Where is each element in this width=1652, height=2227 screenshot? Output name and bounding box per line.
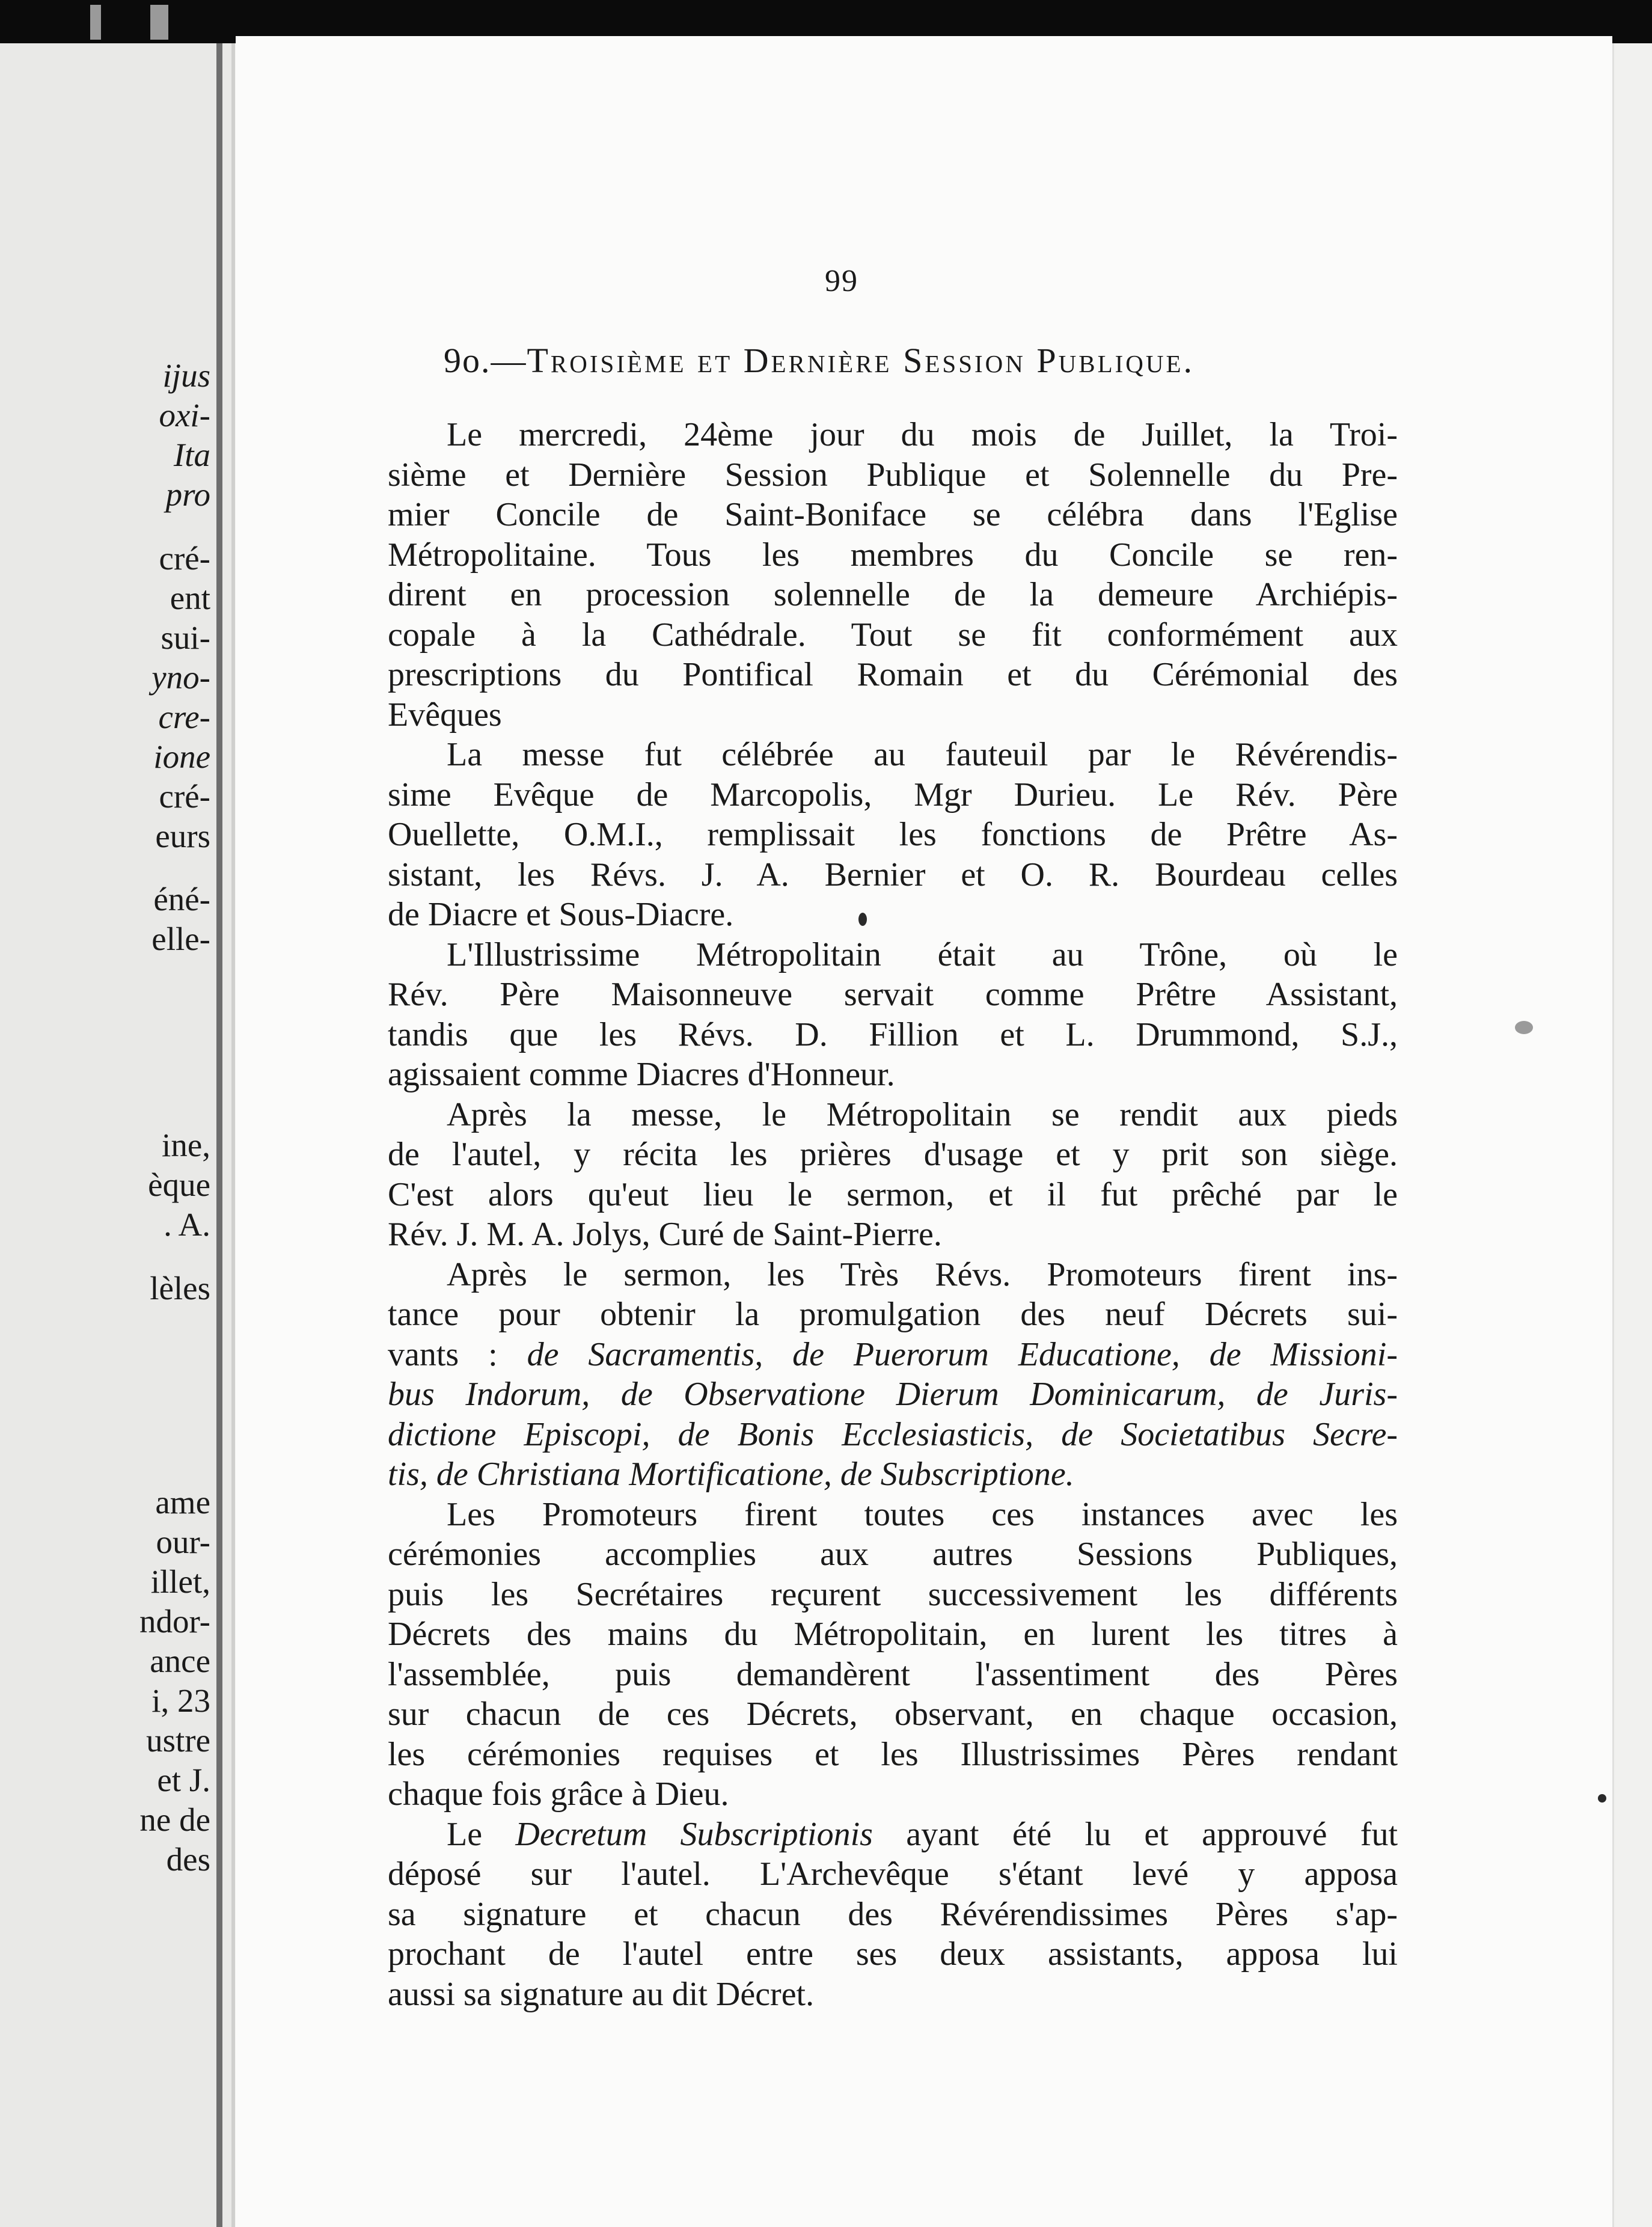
text-run: dirent en procession solennelle de la demeure Archiépis-: [388, 576, 1398, 613]
section-title: Troisième et Dernière Session Publique.: [527, 341, 1195, 380]
facing-page-fragment: cré-: [159, 539, 210, 577]
text-line: [388, 1575, 1398, 1615]
text-line: [388, 495, 1398, 535]
text-line: [388, 535, 1398, 575]
section-number: 9o.—: [444, 341, 527, 380]
italic-text: de Sacramentis, de Puerorum Educatione, de Missioni-: [527, 1335, 1398, 1373]
text-run: Le mercredi, 24ème jour du mois de Juillet, la Troi-: [447, 416, 1398, 453]
text-line: [388, 1215, 1398, 1255]
text-run: sistant, les Révs. J. A. Bernier et O. R. Bourdeau celles: [388, 856, 1398, 893]
text-run: de Diacre et Sous-Diacre.: [388, 896, 734, 933]
text-line: [388, 935, 1398, 975]
facing-page-fragment: ndor-: [139, 1603, 210, 1640]
text-line: [388, 1055, 1398, 1095]
text-line: [388, 895, 1398, 935]
text-line: [388, 1454, 1398, 1495]
text-run: Après la messe, le Métropolitain se rendit aux pieds: [447, 1095, 1398, 1133]
text-line: [388, 975, 1398, 1015]
text-run: agissaient comme Diacres d'Honneur.: [388, 1056, 895, 1093]
text-line: [388, 1934, 1398, 1974]
text-line: [388, 615, 1398, 655]
text-line: [388, 575, 1398, 615]
text-run: cérémonies accomplies aux autres Sessions Publiques,: [388, 1536, 1398, 1573]
text-run: copale à la Cathédrale. Tout se fit conformément aux: [388, 616, 1398, 654]
text-run: prochant de l'autel entre ses deux assistants, apposa lui: [388, 1935, 1398, 1973]
text-line: [388, 1974, 1398, 2015]
text-run: sur chacun de ces Décrets, observant, en chaque occasion,: [388, 1696, 1398, 1733]
text-run: L'Illustrissime Métropolitain était au Trône, où le: [447, 936, 1398, 973]
border-gap: [90, 5, 101, 40]
facing-page-fragment: pro: [165, 476, 210, 513]
facing-page-fragment: . A.: [164, 1206, 210, 1243]
text-line: [388, 1655, 1398, 1695]
text-run: Rév. J. M. A. Jolys, Curé de Saint-Pierre.: [388, 1216, 942, 1253]
facing-page-fragment: lèles: [150, 1270, 210, 1306]
text-run: chaque fois grâce à Dieu.: [388, 1775, 729, 1813]
facing-page-fragment: èque: [148, 1166, 210, 1204]
italic-text: tis, de Christiana Mortificatione, de Subscriptione.: [388, 1456, 1074, 1493]
text-line: [388, 1374, 1398, 1415]
text-run: Ouellette, O.M.I., remplissait les fonctions de Prêtre As-: [388, 816, 1398, 853]
text-line: [388, 1335, 1398, 1375]
text-run: aussi sa signature au dit Décret.: [388, 1975, 815, 2013]
text-run: prescriptions du Pontifical Romain et du Cérémonial des: [388, 656, 1398, 693]
facing-page-fragment: our-: [156, 1524, 210, 1561]
text-run: sième et Dernière Session Publique et Solennelle du Pre-: [388, 456, 1398, 494]
text-line: [388, 1534, 1398, 1575]
text-run: Rév. Père Maisonneuve servait comme Prêtre Assistant,: [388, 976, 1398, 1013]
facing-page-fragment: ine,: [162, 1127, 210, 1164]
text-run: mier Concile de Saint-Boniface se célébra dans l'Eglise: [388, 496, 1398, 533]
facing-page-fragment: elle-: [151, 921, 210, 958]
facing-page-fragment: oxi-: [159, 397, 210, 433]
text-line: [388, 1815, 1398, 1855]
text-line: [388, 695, 1398, 735]
text-run: Le: [447, 1815, 516, 1853]
text-line: [388, 1614, 1398, 1655]
text-line: [388, 1015, 1398, 1055]
facing-page-fragment: i, 23: [151, 1682, 210, 1720]
text-run: Décrets des mains du Métropolitain, en lurent les titres à: [388, 1616, 1398, 1653]
text-line: [388, 735, 1398, 775]
text-line: [388, 775, 1398, 815]
text-line: [388, 1135, 1398, 1175]
text-line: [388, 1255, 1398, 1295]
facing-page-fragment: yno-: [151, 658, 210, 696]
text-line: [388, 1095, 1398, 1135]
text-run: ayant été lu et approuvé fut: [872, 1815, 1398, 1853]
text-line: [388, 1694, 1398, 1735]
text-line: [388, 1854, 1398, 1895]
text-run: tandis que les Révs. D. Fillion et L. Drummond, S.J.,: [388, 1015, 1398, 1053]
facing-page-fragment: ent: [170, 579, 210, 616]
text-run: Après le sermon, les Très Révs. Promoteurs firent ins-: [447, 1255, 1398, 1293]
text-line: [388, 1495, 1398, 1535]
facing-page-fragment: illet,: [150, 1563, 210, 1601]
text-run: Evêques: [388, 696, 502, 734]
text-line: [388, 855, 1398, 895]
text-run: La messe fut célébrée au fauteuil par le Révérendis-: [447, 736, 1398, 773]
facing-page-fragment: Ita: [173, 437, 210, 473]
facing-page-fragment: ance: [150, 1643, 210, 1680]
facing-page-fragment: ijus: [162, 357, 210, 394]
scan-smudge: [1515, 1021, 1533, 1034]
text-line: [388, 1175, 1398, 1215]
facing-page-fragment: eurs: [155, 817, 210, 854]
text-run: déposé sur l'autel. L'Archevêque s'étant levé y apposa: [388, 1855, 1398, 1893]
facing-page-fragment: ne de: [139, 1801, 210, 1839]
facing-page-fragment: sui-: [161, 619, 210, 656]
facing-page-fragment: ustre: [146, 1722, 210, 1759]
facing-page: [0, 43, 231, 2227]
text-run: tance pour obtenir la promulgation des neuf Décrets sui-: [388, 1296, 1398, 1333]
text-line: [388, 415, 1398, 455]
text-run: Métropolitaine. Tous les membres du Concile se ren-: [388, 536, 1398, 574]
text-line: [388, 1895, 1398, 1935]
text-run: puis les Secrétaires reçurent successivement les différents: [388, 1575, 1398, 1613]
text-run: Les Promoteurs firent toutes ces instances avec les: [447, 1495, 1398, 1533]
text-line: [388, 1415, 1398, 1455]
ink-speck: [858, 913, 867, 926]
ink-speck: [1598, 1794, 1606, 1803]
facing-page-fragment: ione: [153, 738, 210, 775]
facing-page-fragment: ame: [155, 1484, 210, 1521]
italic-text: dictione Episcopi, de Bonis Ecclesiasticis, de Societatibus Secre-: [388, 1415, 1398, 1453]
italic-text: Decretum Subscriptionis: [515, 1815, 873, 1853]
text-line: [388, 1774, 1398, 1815]
text-run: les cérémonies requises et les Illustrissimes Pères rendant: [388, 1735, 1398, 1773]
border-gap: [150, 5, 168, 40]
text-run: sa signature et chacun des Révérendissimes Pères s'ap-: [388, 1895, 1398, 1933]
section-heading: [444, 340, 1393, 381]
text-line: [388, 815, 1398, 855]
text-run: l'assemblée, puis demandèrent l'assentiment des Pères: [388, 1655, 1398, 1693]
facing-page-fragment: cre-: [158, 698, 210, 735]
facing-page-fragment: cré-: [159, 777, 210, 815]
facing-page-fragment: et J.: [157, 1762, 210, 1799]
text-line: [388, 1735, 1398, 1775]
text-run: de l'autel, y récita les prières d'usage et y prit son siège.: [388, 1136, 1398, 1173]
facing-page-fragment: des: [166, 1841, 210, 1878]
text-line: [388, 1294, 1398, 1335]
page-right-edge: [1612, 43, 1652, 2227]
page-number: 99: [825, 264, 858, 298]
text-line: [388, 655, 1398, 695]
body-text: [388, 415, 1398, 2014]
text-line: [388, 455, 1398, 495]
text-run: vants :: [388, 1335, 527, 1373]
gutter-shadow: [216, 43, 222, 2227]
text-run: sime Evêque de Marcopolis, Mgr Durieu. Le Rév. Père: [388, 776, 1398, 813]
gutter-edge: [231, 43, 235, 2227]
italic-text: bus Indorum, de Observatione Dierum Dominicarum, de Juris-: [388, 1376, 1398, 1413]
text-run: C'est alors qu'eut lieu le sermon, et il fut prêché par le: [388, 1175, 1398, 1213]
facing-page-fragment: éné-: [153, 881, 210, 918]
